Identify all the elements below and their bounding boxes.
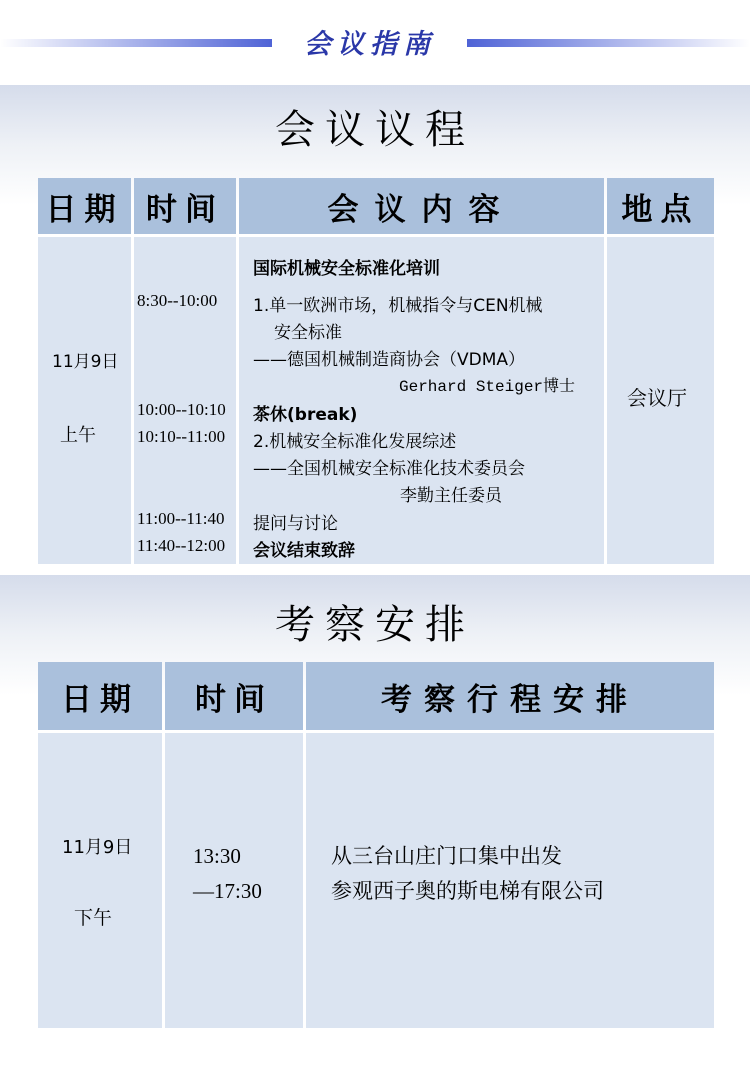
agenda-time-2: 10:00--10:10 (137, 400, 226, 419)
visit-itinerary-line1: 从三台山庄门口集中出发 (331, 844, 562, 868)
agenda-date: 11月9日 (52, 352, 119, 372)
visit-time-end: —17:30 (193, 879, 262, 903)
visit-date: 11月9日 (62, 837, 133, 858)
agenda-break: 茶休(break) (253, 405, 358, 425)
visit-header-date: 日期 (38, 662, 162, 730)
agenda-training-title: 国际机械安全标准化培训 (253, 259, 440, 279)
visit-header-time: 时间 (165, 662, 303, 730)
agenda-header-content: 会议内容 (239, 178, 604, 234)
visit-itinerary-line2: 参观西子奥的斯电梯有限公司 (331, 879, 604, 903)
agenda-header-location: 地点 (607, 178, 714, 234)
page-header-title: 会议指南 (304, 29, 436, 60)
agenda-content-cell (239, 237, 604, 564)
agenda-item1-speaker: Gerhard Steiger博士 (399, 378, 576, 396)
visit-section-title: 考察安排 (275, 602, 475, 648)
visit-period: 下午 (74, 907, 113, 929)
agenda-header-date: 日期 (38, 178, 131, 234)
agenda-section-title: 会议议程 (275, 107, 475, 153)
visit-time-cell (165, 733, 303, 1028)
agenda-item1-line2: 安全标准 (274, 323, 342, 343)
agenda-time-3: 10:10--11:00 (137, 427, 226, 446)
visit-date-cell (38, 733, 162, 1028)
agenda-time-4: 11:00--11:40 (137, 509, 225, 528)
agenda-closing: 会议结束致辞 (253, 541, 355, 561)
agenda-date-cell (38, 237, 131, 564)
header-decor-line-right (467, 39, 750, 47)
agenda-item2-speaker-org: ——全国机械安全标准化技术委员会 (253, 459, 525, 479)
agenda-item2-speaker: 李勤主任委员 (400, 486, 502, 506)
agenda-time-5: 11:40--12:00 (137, 536, 226, 555)
agenda-time-cell (134, 237, 236, 564)
agenda-period: 上午 (60, 425, 96, 446)
agenda-item1-speaker-org: ——德国机械制造商协会（VDMA） (253, 350, 526, 370)
agenda-location-cell (607, 237, 714, 564)
agenda-location: 会议厅 (627, 386, 687, 410)
visit-time-start: 13:30 (193, 844, 241, 868)
agenda-header-time: 时间 (134, 178, 236, 234)
visit-itinerary-cell (306, 733, 714, 1028)
header-decor-line-left (0, 39, 272, 47)
agenda-time-1: 8:30--10:00 (137, 291, 218, 310)
visit-header-itinerary: 考察行程安排 (306, 662, 714, 730)
agenda-item1-line1: 1.单一欧洲市场，机械指令与CEN机械 (253, 296, 543, 316)
agenda-item2-line1: 2.机械安全标准化发展综述 (253, 432, 457, 452)
agenda-qa: 提问与讨论 (253, 514, 338, 534)
